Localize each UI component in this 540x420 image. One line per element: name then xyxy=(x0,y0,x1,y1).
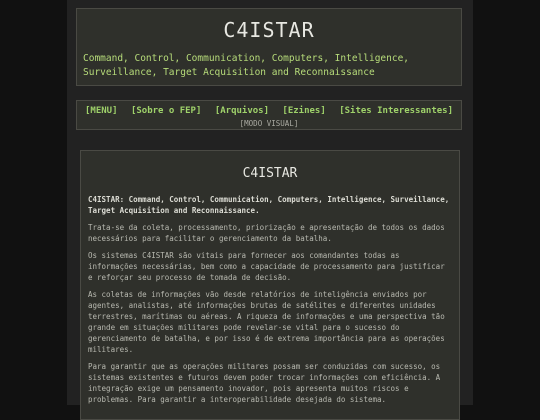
nav-link-sobre[interactable]: [Sobre o FEP] xyxy=(130,106,202,116)
visual-mode-toggle[interactable]: [MODO VISUAL] xyxy=(239,119,299,128)
nav-link-arquivos[interactable]: [Arquivos] xyxy=(214,106,269,116)
article-paragraph: As coletas de informações vão desde relatórios de inteligência enviados por agentes, analistas, até informações brutas de satélites e diferentes unidades terrestres, marítimas ou aéreas. A riqueza de informações e uma perspectiva tão grande em situações militares pode revelar-se vital para o sucesso do gerenciamento de batalha, e por isso é de extrema importância para as operações militares. xyxy=(88,290,445,354)
site-subtitle: Command, Control, Communication, Computers, Intelligence, Surveillance, Target Acquisition and Reconnaissance xyxy=(83,53,410,78)
nav-links xyxy=(77,106,461,116)
article-paragraph: Para garantir que as operações militares possam ser conduzidas com sucesso, os sistemas existentes e futuros devem poder trocar informações com eficiência. A integração exige um pensamento inovador, pois apresenta muitos riscos e problemas. Para garantir a interoperabilidade desejada do sistema. xyxy=(88,362,441,404)
nav-bar xyxy=(76,100,462,130)
nav-link-menu[interactable]: [MENU] xyxy=(85,106,118,116)
site-title: C4ISTAR xyxy=(223,18,315,42)
site-header xyxy=(76,8,462,86)
article-title: C4ISTAR xyxy=(242,166,298,181)
article-paragraph: Os sistemas C4ISTAR são vitais para fornecer aos comandantes todas as informações necessárias, bem como a capacidade de processamento para justificar e reforçar seu processo de tomada de decisão. xyxy=(88,251,445,282)
article-paragraph: Trata-se da coleta, processamento, priorização e apresentação de todos os dados necessários para facilitar o gerenciamento da batalha. xyxy=(88,223,445,243)
article-content xyxy=(88,194,452,411)
article-panel xyxy=(80,150,460,420)
nav-link-sites[interactable]: [Sites Interessantes] xyxy=(339,106,453,116)
article-lead: C4ISTAR: Command, Control, Communication, Computers, Intelligence, Surveillance, Target Acquisition and Reconnaissance. xyxy=(88,195,450,215)
nav-link-ezines[interactable]: [Ezines] xyxy=(282,106,326,116)
